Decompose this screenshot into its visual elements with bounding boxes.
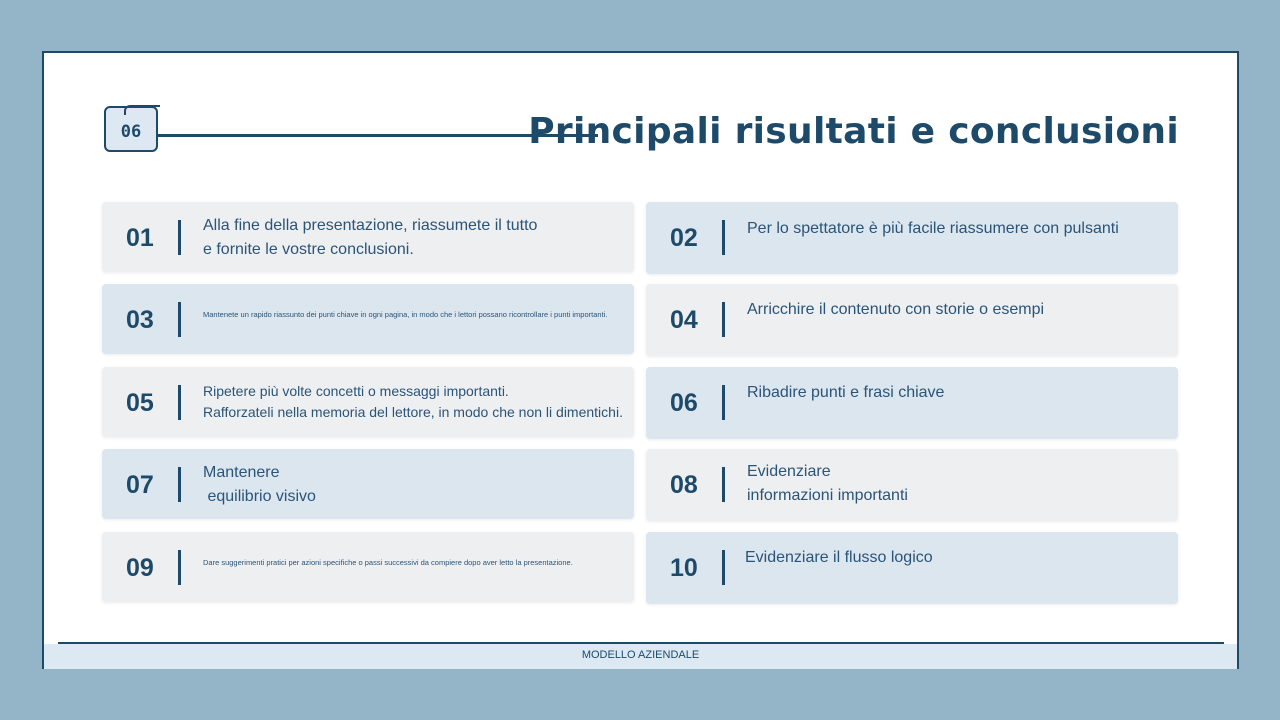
point-card-09 (102, 532, 634, 602)
card-divider (722, 302, 725, 337)
point-card-01 (102, 202, 634, 272)
card-number: 10 (670, 554, 698, 582)
card-divider (722, 220, 725, 255)
card-divider (722, 385, 725, 420)
card-text: Mantenere equilibrio visivo (203, 464, 316, 505)
point-card-04 (646, 284, 1178, 356)
folder-icon (104, 106, 158, 152)
point-card-07 (102, 449, 634, 519)
card-number: 06 (670, 389, 698, 417)
footer-divider (58, 642, 1224, 644)
card-text: Ripetere più volte concetti o messaggi importanti. Rafforzateli nella memoria del lettore, in modo che non li dimentichi. (203, 383, 623, 420)
card-divider (178, 220, 181, 255)
card-divider (178, 550, 181, 585)
card-divider (178, 385, 181, 420)
card-divider (722, 550, 725, 585)
point-card-03 (102, 284, 634, 354)
section-number: 06 (120, 122, 142, 142)
point-card-05 (102, 367, 634, 437)
point-card-02 (646, 202, 1178, 274)
card-divider (178, 302, 181, 337)
card-text: Arricchire il contenuto con storie o esempi (747, 301, 1045, 318)
card-text: Mantenete un rapido riassunto dei punti chiave in ogni pagina, in modo che i lettori possano ricontrollare i punti importanti. (203, 310, 608, 319)
card-number: 03 (126, 306, 154, 334)
point-card-10 (646, 532, 1178, 604)
page-title: Principali risultati e conclusioni (528, 111, 1179, 152)
card-text: Evidenziare il flusso logico (745, 549, 933, 566)
card-divider (178, 467, 181, 502)
card-text: Ribadire punti e frasi chiave (747, 384, 945, 401)
card-text: Dare suggerimenti pratici per azioni specifiche o passi successivi da compiere dopo aver letto la presentazione. (203, 558, 573, 567)
card-text: Evidenziare informazioni importanti (747, 463, 908, 504)
card-text: Per lo spettatore è più facile riassumere con pulsanti (747, 220, 1119, 237)
card-text: Alla fine della presentazione, riassumete il tutto e fornite le vostre conclusioni. (203, 217, 538, 258)
card-number: 05 (126, 389, 154, 417)
card-number: 01 (126, 224, 154, 252)
card-number: 04 (670, 306, 698, 334)
point-card-08 (646, 449, 1178, 521)
card-number: 08 (670, 471, 698, 499)
footer-text: MODELLO AZIENDALE (581, 649, 700, 661)
slide (42, 51, 1239, 669)
point-card-06 (646, 367, 1178, 439)
card-number: 02 (670, 224, 698, 252)
card-divider (722, 467, 725, 502)
card-number: 07 (126, 471, 154, 499)
card-number: 09 (126, 554, 154, 582)
